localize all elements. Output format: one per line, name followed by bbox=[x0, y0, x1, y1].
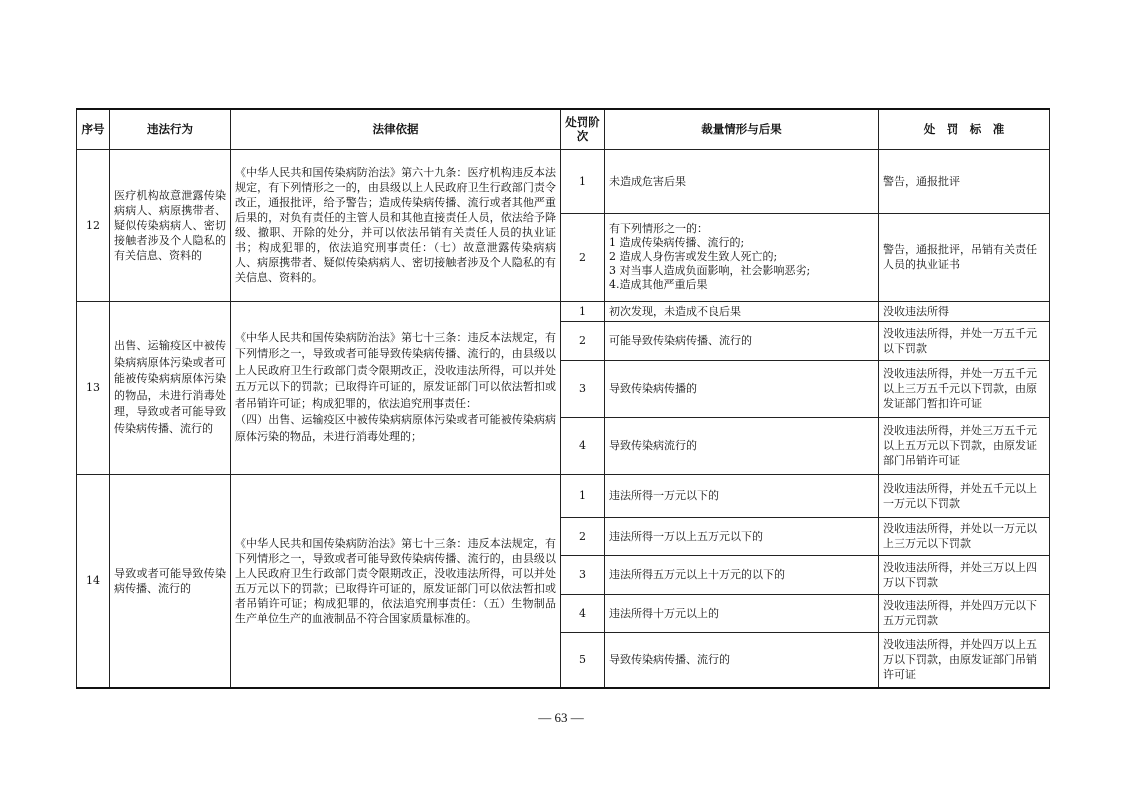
item-circumstance: 违法所得五万元以上十万元的以下的 bbox=[605, 555, 879, 594]
item-standard: 没收违法所得，并处三万五千元以上五万元以下罚款，由原发证部门吊销许可证 bbox=[879, 417, 1050, 474]
item-circumstance: 违法所得一万元以下的 bbox=[605, 474, 879, 517]
item-standard: 没收违法所得 bbox=[879, 301, 1050, 321]
item-level: 1 bbox=[561, 474, 605, 517]
item-level: 2 bbox=[561, 517, 605, 555]
item-circumstance: 违法所得十万元以上的 bbox=[605, 594, 879, 632]
item-level: 4 bbox=[561, 417, 605, 474]
item-standard: 没收违法所得，并处四万以上五万以下罚款，由原发证部门吊销许可证 bbox=[879, 632, 1050, 688]
row-basis: 《中华人民共和国传染病防治法》第六十九条：医疗机构违反本法规定，有下列情形之一的，由县级以上人民政府卫生行政部门责令改正，通报批评，给予警告；造成传染病传播、流行或者其他严重后果的，对负有责任的主管人员和其他直接责任人员，依法给予降级、撤职、开除的处分，并可以依法吊销有关责任人员的执业证书；构成犯罪的，依法追究刑事责任：（七）故意泄露传染病病人、病原携带者、疑似传染病病人、密切接触者涉及个人隐私的有关信息、资料的。 bbox=[231, 149, 561, 301]
header-seq: 序号 bbox=[77, 109, 110, 149]
table-row bbox=[77, 301, 1050, 321]
header-row bbox=[77, 109, 1050, 149]
item-standard: 没收违法所得，并处三万以上四万以下罚款 bbox=[879, 555, 1050, 594]
header-basis: 法律依据 bbox=[231, 109, 561, 149]
table-row bbox=[77, 474, 1050, 517]
item-standard: 警告，通报批评 bbox=[879, 149, 1050, 213]
item-circumstance: 有下列情形之一的： 1 造成传染病传播、流行的; 2 造成人身伤害或发生致人死亡的; 3 对当事人造成负面影响，社会影响恶劣; 4.造成其他严重后果 bbox=[605, 213, 879, 301]
item-standard: 警告，通报批评，吊销有关责任人员的执业证书 bbox=[879, 213, 1050, 301]
item-level: 5 bbox=[561, 632, 605, 688]
item-standard: 没收违法所得，并处五千元以上一万元以下罚款 bbox=[879, 474, 1050, 517]
item-level: 3 bbox=[561, 555, 605, 594]
header-level: 处罚阶次 bbox=[561, 109, 605, 149]
row-basis: 《中华人民共和国传染病防治法》第七十三条：违反本法规定，有下列情形之一，导致或者可能导致传染病传播、流行的，由县级以上人民政府卫生行政部门责令限期改正，没收违法所得，可以并处五万元以下的罚款；已取得许可证的，原发证部门可以依法暂扣或者吊销许可证；构成犯罪的，依法追究刑事责任：（五）生物制品生产单位生产的血液制品不符合国家质量标准的。 bbox=[231, 474, 561, 688]
item-level: 4 bbox=[561, 594, 605, 632]
item-level: 2 bbox=[561, 321, 605, 360]
row-behavior: 导致或者可能导致传染病传播、流行的 bbox=[110, 474, 231, 688]
row-seq: 13 bbox=[77, 301, 110, 474]
item-standard: 没收违法所得，并处一万五千元以上三万五千元以下罚款，由原发证部门暂扣许可证 bbox=[879, 360, 1050, 417]
row-seq: 12 bbox=[77, 149, 110, 301]
item-standard: 没收违法所得，并处一万五千元以下罚款 bbox=[879, 321, 1050, 360]
header-circumstance: 裁量情形与后果 bbox=[605, 109, 879, 149]
item-level: 1 bbox=[561, 149, 605, 213]
item-circumstance: 初次发现，未造成不良后果 bbox=[605, 301, 879, 321]
item-circumstance: 导致传染病流行的 bbox=[605, 417, 879, 474]
table-row bbox=[77, 149, 1050, 213]
item-level: 2 bbox=[561, 213, 605, 301]
item-standard: 没收违法所得，并处四万元以下五万元罚款 bbox=[879, 594, 1050, 632]
page-number: — 63 — bbox=[538, 710, 584, 725]
item-circumstance: 未造成危害后果 bbox=[605, 149, 879, 213]
item-circumstance: 导致传染病传播的 bbox=[605, 360, 879, 417]
item-circumstance: 可能导致传染病传播、流行的 bbox=[605, 321, 879, 360]
header-behavior: 违法行为 bbox=[110, 109, 231, 149]
item-level: 3 bbox=[561, 360, 605, 417]
row-behavior: 医疗机构故意泄露传染病病人、病原携带者、疑似传染病病人、密切接触者涉及个人隐私的有关信息、资料的 bbox=[110, 149, 231, 301]
header-standard: 处 罚 标 准 bbox=[879, 109, 1050, 149]
row-basis: 《中华人民共和国传染病防治法》第七十三条：违反本法规定，有下列情形之一，导致或者可能导致传染病传播、流行的，由县级以上人民政府卫生行政部门责令限期改正，没收违法所得，可以并处五万元以下的罚款；已取得许可证的，原发证部门可以依法暂扣或者吊销许可证；构成犯罪的，依法追究刑事责任： （四）出售、运输疫区中被传染病病原体污染或者可能被传染病病原体污染的物品，未进行消毒处理的； bbox=[231, 301, 561, 474]
penalty-table bbox=[76, 108, 1050, 689]
item-circumstance: 违法所得一万以上五万元以下的 bbox=[605, 517, 879, 555]
row-seq: 14 bbox=[77, 474, 110, 688]
item-circumstance: 导致传染病传播、流行的 bbox=[605, 632, 879, 688]
item-level: 1 bbox=[561, 301, 605, 321]
row-behavior: 出售、运输疫区中被传染病病原体污染或者可能被传染病病原体污染的物品，未进行消毒处理，导致或者可能导致传染病传播、流行的 bbox=[110, 301, 231, 474]
item-standard: 没收违法所得，并处以一万元以上三万元以下罚款 bbox=[879, 517, 1050, 555]
